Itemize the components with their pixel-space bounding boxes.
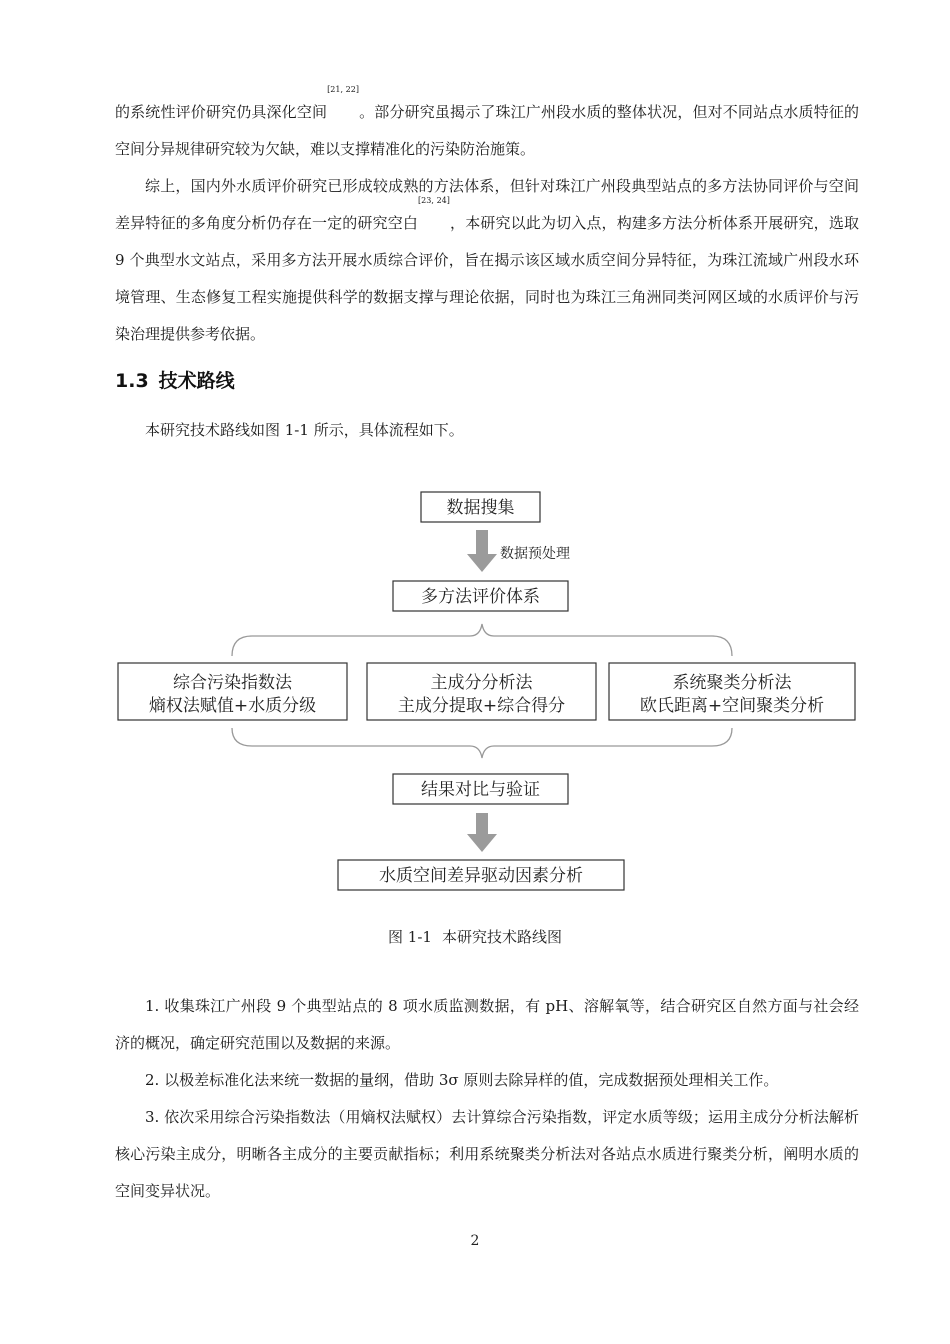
step-data-collection: 数据搜集 — [446, 498, 515, 518]
technical-route-flowchart — [0, 480, 950, 900]
intro-paragraph: 本研究技术路线如图 1-1 所示，具体流程如下。 — [145, 421, 464, 439]
page-number: 2 — [470, 1233, 480, 1249]
method-name-clustering: 系统聚类分析法 — [672, 673, 792, 693]
method-detail-pollution-index: 熵权法赋值+水质分级 — [148, 696, 317, 716]
method-name-pollution-index: 综合污染指数法 — [173, 673, 292, 693]
figure-caption: 图 1-1 本研究技术路线图 — [388, 928, 562, 946]
arrow-down-icon — [467, 530, 497, 572]
arrow-label-preprocessing: 数据预处理 — [500, 546, 570, 562]
method-detail-pca: 主成分提取+综合得分 — [397, 696, 566, 716]
step-multi-method: 多方法评价体系 — [421, 587, 540, 607]
method-name-pca: 主成分分析法 — [430, 673, 533, 693]
list-item-2: 2. 以极差标准化法来统一数据的量纲，借助 3σ 原则去除异样的值，完成数据预处理相关工作。 — [145, 1071, 779, 1089]
step-comparison: 结果对比与验证 — [421, 780, 540, 800]
paragraph-2: 综上，国内外水质评价研究已形成较成熟的方法体系，但针对珠江广州段典型站点的多方法协同评价与空间差异特征的多角度分析仍存在一定的研究空白[23, 24]，本研究以此为切入点，构建多方法分析体系开展研究，选取 9 个典型水文站点，采用多方法开展水质综合评价，旨在揭示该区域水质空间分异特征，为珠江流域广州段水环境管理、生态修复工程实施提供科学的数据支撑与理论依据，同时也为珠江三角洲同类河网区域的水质评价与污染治理提供参考依据。 — [115, 177, 859, 343]
method-detail-clustering: 欧氏距离+空间聚类分析 — [639, 696, 825, 716]
paragraph-1: 的系统性评价研究仍具深化空间[21, 22]。部分研究虽揭示了珠江广州段水质的整体状况，但对不同站点水质特征的空间分异规律研究较为欠缺，难以支撑精准化的污染防治施策。 — [115, 85, 859, 158]
lower-brace — [232, 728, 732, 758]
list-item-3: 3. 依次采用综合污染指数法（用熵权法赋权）去计算综合污染指数，评定水质等级；运用主成分分析法解析核心污染主成分，明晰各主成分的主要贡献指标；利用系统聚类分析法对各站点水质进行聚类分析，阐明水质的空间变异状况。 — [115, 1108, 859, 1200]
upper-brace — [232, 624, 732, 656]
list-item-1: 1. 收集珠江广州段 9 个典型站点的 8 项水质监测数据，有 pH、溶解氧等，结合研究区自然方面与社会经济的概况，确定研究范围以及数据的来源。 — [115, 997, 859, 1052]
section-heading: 1.3 技术路线 — [115, 370, 235, 392]
citation-21-22: [21, 22] — [327, 85, 359, 94]
citation-23-24: [23, 24] — [418, 196, 450, 205]
step-driver-analysis: 水质空间差异驱动因素分析 — [379, 866, 583, 886]
arrow-down-icon — [467, 813, 497, 852]
